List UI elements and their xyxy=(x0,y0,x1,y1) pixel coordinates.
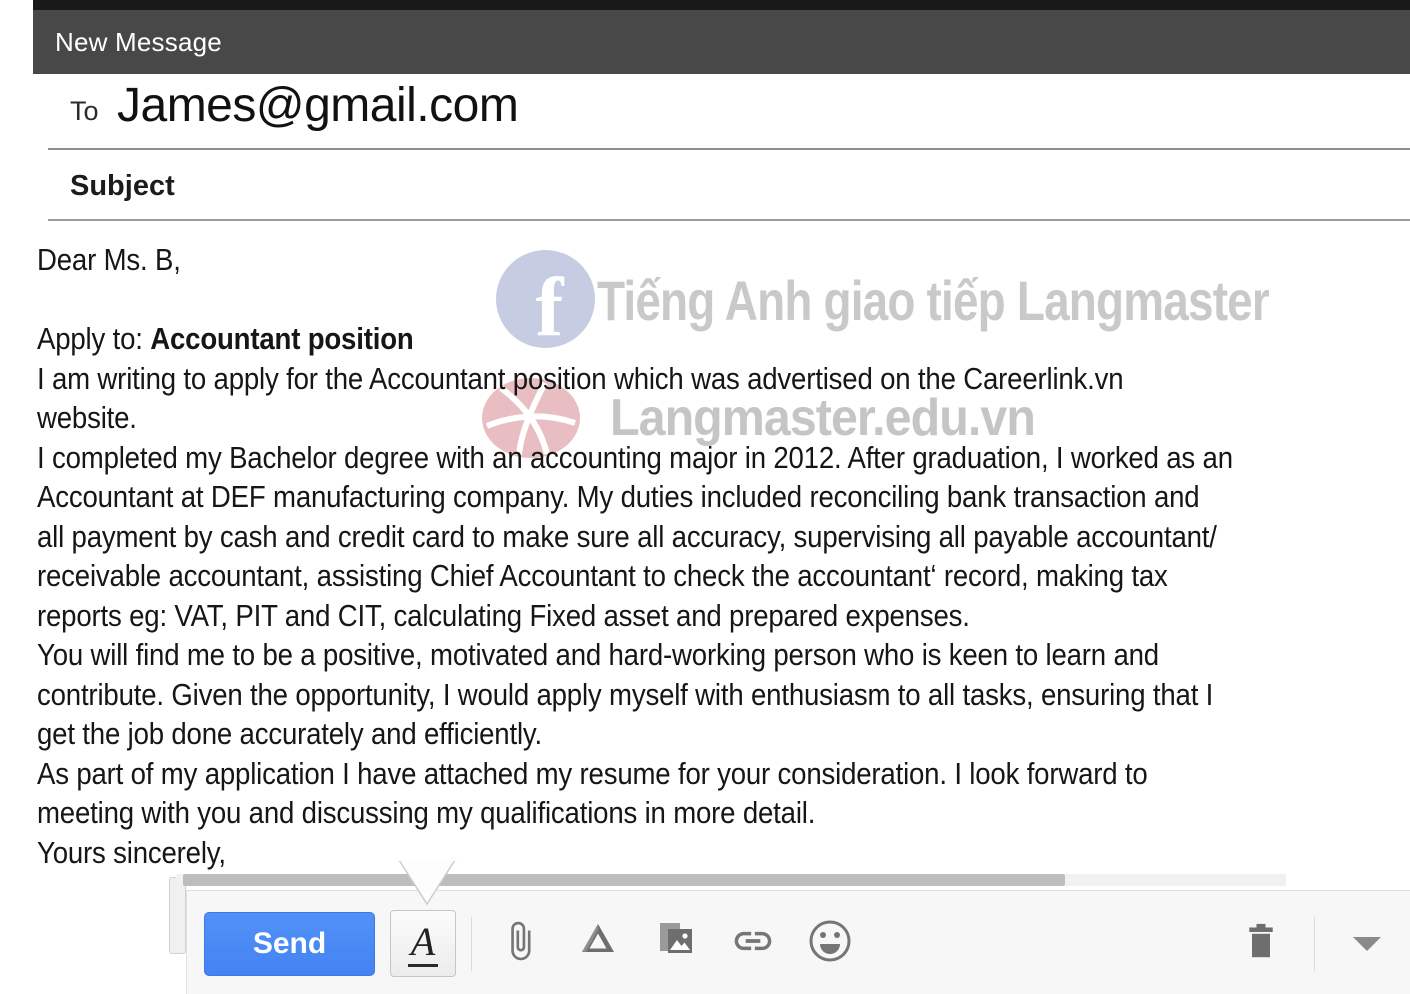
subject-label: Subject xyxy=(70,170,175,202)
paperclip-icon xyxy=(499,917,541,970)
compose-titlebar[interactable] xyxy=(33,10,1410,74)
insert-photo-button[interactable] xyxy=(650,915,702,971)
insert-emoji-button[interactable] xyxy=(804,915,856,971)
attach-files-button[interactable] xyxy=(494,915,546,971)
body-line: all payment by cash and credit card to make sure all accuracy, supervising all payable accountant/ xyxy=(37,518,1217,554)
body-line: contribute. Given the opportunity, I would apply myself with enthusiasm to all tasks, ensuring that I xyxy=(37,676,1214,712)
discard-draft-button[interactable] xyxy=(1235,915,1287,971)
send-button[interactable]: Send xyxy=(204,912,375,976)
vertical-scrollbar-nub[interactable] xyxy=(169,877,186,954)
body-line: website. xyxy=(37,400,137,435)
to-value[interactable]: James@gmail.com xyxy=(117,79,519,132)
body-line: I am writing to apply for the Accountant position which was advertised on the Careerlink.vn xyxy=(37,360,1124,396)
compose-toolbar xyxy=(186,890,1410,994)
body-line: Dear Ms. B, xyxy=(37,242,181,277)
insert-photo-icon xyxy=(657,921,695,966)
watermark-text-langmaster-url: Langmaster.edu.vn xyxy=(610,389,1035,447)
compose-title: New Message xyxy=(55,26,222,57)
body-line: receivable accountant, assisting Chief Accountant to check the accountant‘ record, making tax xyxy=(37,558,1168,593)
body-line: get the job done accurately and efficiently. xyxy=(37,716,542,751)
formatting-icon: A xyxy=(408,921,438,967)
body-line: reports eg: VAT, PIT and CIT, calculating Fixed asset and prepared expenses. xyxy=(37,597,970,633)
horizontal-scrollbar[interactable] xyxy=(176,874,1286,886)
body-line: Yours sincerely, xyxy=(37,834,226,870)
apply-position-bold: Accountant position xyxy=(150,321,414,356)
subject-field-divider xyxy=(48,219,1410,221)
subject-field[interactable] xyxy=(0,150,1410,219)
emoji-icon xyxy=(808,919,852,968)
to-label: To xyxy=(70,96,99,126)
body-line-blank xyxy=(37,280,1233,320)
trash-icon xyxy=(1243,919,1279,968)
body-line: You will find me to be a positive, motivated and hard-working person who is keen to learn and xyxy=(37,637,1159,672)
toolbar-divider xyxy=(1314,917,1315,971)
body-line: As part of my application I have attached my resume for your consideration. I look forward to xyxy=(37,755,1148,791)
body-line: Accountant at DEF manufacturing company. My duties included reconciling bank transaction and xyxy=(37,479,1200,514)
link-icon xyxy=(728,919,778,968)
facebook-watermark-icon: f xyxy=(496,250,595,348)
watermark-text-langmaster: Tiếng Anh giao tiếp Langmaster xyxy=(597,269,1269,332)
body-line-apply: Apply to: Accountant position xyxy=(37,321,414,356)
toolbar-pointer-notch xyxy=(395,858,459,908)
drive-icon xyxy=(576,921,620,966)
insert-link-button[interactable] xyxy=(727,915,779,971)
to-field[interactable] xyxy=(0,74,1410,149)
message-body[interactable] xyxy=(37,240,1381,872)
window-top-strip xyxy=(33,0,1410,10)
formatting-options-button[interactable] xyxy=(390,910,456,977)
insert-drive-file-button[interactable] xyxy=(572,915,624,971)
body-line: I completed my Bachelor degree with an accounting major in 2012. After graduation, I worked as an xyxy=(37,439,1233,475)
toolbar-divider xyxy=(471,917,472,971)
caret-down-icon[interactable] xyxy=(1353,937,1381,951)
body-line: meeting with you and discussing my qualifications in more detail. xyxy=(37,795,816,830)
horizontal-scrollbar-thumb[interactable] xyxy=(183,874,1065,886)
